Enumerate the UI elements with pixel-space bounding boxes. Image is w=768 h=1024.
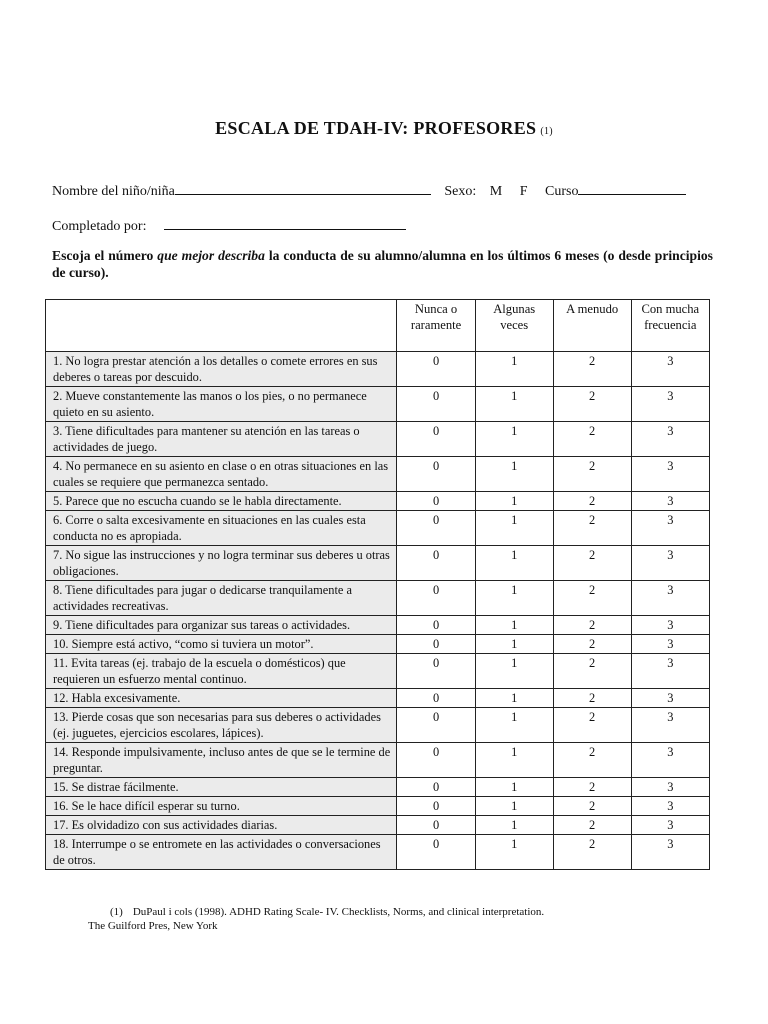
title-reference: (1)	[540, 126, 553, 137]
instructions-part2: la conducta de su alumno/alumna en los últimos 6 meses (o desde principios de curso).	[52, 248, 713, 280]
table-row	[46, 581, 710, 616]
score-option[interactable]: 2	[553, 387, 631, 422]
score-option[interactable]: 3	[631, 708, 709, 743]
item-text: 4. No permanece en su asiento en clase o en otras situaciones en las cuales se requiere que permanezca sentado.	[46, 457, 397, 492]
item-text: 16. Se le hace difícil esperar su turno.	[46, 797, 397, 816]
score-option[interactable]: 2	[553, 546, 631, 581]
score-option[interactable]: 0	[397, 816, 475, 835]
score-option[interactable]: 3	[631, 778, 709, 797]
completed-by-row	[52, 216, 406, 235]
table-row	[46, 797, 710, 816]
score-option[interactable]: 3	[631, 654, 709, 689]
completed-by-label: Completado por:	[52, 219, 147, 234]
score-option[interactable]: 3	[631, 422, 709, 457]
footnote-publisher: The Guilford Pres, New York	[88, 920, 218, 932]
score-option[interactable]: 3	[631, 797, 709, 816]
table-row	[46, 689, 710, 708]
score-option[interactable]: 0	[397, 492, 475, 511]
score-option[interactable]: 2	[553, 635, 631, 654]
table-header-row	[46, 300, 710, 352]
score-option[interactable]: 0	[397, 743, 475, 778]
table-row	[46, 778, 710, 797]
score-option[interactable]: 1	[475, 492, 553, 511]
score-option[interactable]: 1	[475, 616, 553, 635]
score-option[interactable]: 1	[475, 835, 553, 870]
score-option[interactable]: 0	[397, 689, 475, 708]
score-option[interactable]: 2	[553, 422, 631, 457]
score-option[interactable]: 2	[553, 511, 631, 546]
course-field[interactable]	[578, 181, 686, 195]
item-text: 3. Tiene dificultades para mantener su atención en las tareas o actividades de juego.	[46, 422, 397, 457]
column-header: Algunas veces	[475, 300, 553, 352]
score-option[interactable]: 1	[475, 352, 553, 387]
score-option[interactable]: 2	[553, 743, 631, 778]
score-option[interactable]: 1	[475, 778, 553, 797]
score-option[interactable]: 0	[397, 387, 475, 422]
table-row	[46, 654, 710, 689]
score-option[interactable]: 1	[475, 816, 553, 835]
score-option[interactable]: 0	[397, 352, 475, 387]
score-option[interactable]: 1	[475, 511, 553, 546]
score-option[interactable]: 1	[475, 654, 553, 689]
table-row	[46, 492, 710, 511]
item-text: 9. Tiene dificultades para organizar sus tareas o actividades.	[46, 616, 397, 635]
score-option[interactable]: 0	[397, 797, 475, 816]
sex-option-m[interactable]: M	[489, 184, 503, 199]
course-label: Curso	[545, 184, 579, 199]
score-option[interactable]: 2	[553, 352, 631, 387]
table-row	[46, 457, 710, 492]
footnote-citation: DuPaul i cols (1998). ADHD Rating Scale- IV. Checklists, Norms, and clinical interpretation.	[132, 906, 545, 918]
item-text: 14. Responde impulsivamente, incluso antes de que se le termine de preguntar.	[46, 743, 397, 778]
score-option[interactable]: 2	[553, 816, 631, 835]
table-row	[46, 511, 710, 546]
score-option[interactable]: 0	[397, 546, 475, 581]
item-text: 8. Tiene dificultades para jugar o dedicarse tranquilamente a actividades recreativas.	[46, 581, 397, 616]
score-option[interactable]: 0	[397, 708, 475, 743]
score-option[interactable]: 2	[553, 457, 631, 492]
table-row	[46, 835, 710, 870]
score-option[interactable]: 3	[631, 352, 709, 387]
score-option[interactable]: 0	[397, 635, 475, 654]
score-option[interactable]: 1	[475, 708, 553, 743]
score-option[interactable]: 1	[475, 797, 553, 816]
score-option[interactable]: 0	[397, 457, 475, 492]
score-option[interactable]: 1	[475, 743, 553, 778]
item-text: 15. Se distrae fácilmente.	[46, 778, 397, 797]
score-option[interactable]: 1	[475, 635, 553, 654]
score-option[interactable]: 3	[631, 387, 709, 422]
column-header: Con mucha frecuencia	[631, 300, 709, 352]
title-text: ESCALA DE TDAH-IV: PROFESORES	[215, 118, 537, 138]
score-option[interactable]: 2	[553, 835, 631, 870]
name-field[interactable]	[175, 181, 431, 195]
footnote-number: (1)	[110, 906, 123, 918]
score-option[interactable]: 0	[397, 616, 475, 635]
score-option[interactable]: 1	[475, 689, 553, 708]
score-option[interactable]: 3	[631, 492, 709, 511]
score-option[interactable]: 3	[631, 546, 709, 581]
score-option[interactable]: 3	[631, 635, 709, 654]
column-header: Nunca o raramente	[397, 300, 475, 352]
score-option[interactable]: 0	[397, 778, 475, 797]
score-option[interactable]: 2	[553, 708, 631, 743]
page-title	[0, 118, 768, 139]
score-option[interactable]: 3	[631, 835, 709, 870]
table-row	[46, 616, 710, 635]
completed-by-field[interactable]	[164, 216, 406, 230]
score-option[interactable]: 1	[475, 422, 553, 457]
score-option[interactable]: 0	[397, 511, 475, 546]
item-text: 5. Parece que no escucha cuando se le habla directamente.	[46, 492, 397, 511]
score-option[interactable]: 2	[553, 654, 631, 689]
instructions-emphasis: que mejor describa	[157, 248, 265, 263]
sex-label: Sexo:	[444, 184, 477, 199]
score-option[interactable]: 3	[631, 743, 709, 778]
table-row	[46, 743, 710, 778]
score-option[interactable]: 0	[397, 654, 475, 689]
score-option[interactable]: 0	[397, 581, 475, 616]
sex-option-f[interactable]: F	[519, 184, 528, 199]
score-option[interactable]: 3	[631, 511, 709, 546]
item-text: 11. Evita tareas (ej. trabajo de la escuela o domésticos) que requieren un esfuerzo mental continuo.	[46, 654, 397, 689]
score-option[interactable]: 2	[553, 492, 631, 511]
item-text: 17. Es olvidadizo con sus actividades diarias.	[46, 816, 397, 835]
column-header: A menudo	[553, 300, 631, 352]
child-info-row	[52, 181, 686, 200]
table-row	[46, 352, 710, 387]
score-option[interactable]: 3	[631, 616, 709, 635]
score-option[interactable]: 1	[475, 581, 553, 616]
header-blank-cell	[46, 300, 397, 352]
instructions	[52, 247, 713, 281]
table-row	[46, 422, 710, 457]
table-row	[46, 708, 710, 743]
score-option[interactable]: 2	[553, 689, 631, 708]
rating-scale-table	[45, 299, 710, 870]
item-text: 7. No sigue las instrucciones y no logra terminar sus deberes u otras obligaciones.	[46, 546, 397, 581]
score-option[interactable]: 3	[631, 689, 709, 708]
item-text: 10. Siempre está activo, “como si tuviera un motor”.	[46, 635, 397, 654]
score-option[interactable]: 1	[475, 387, 553, 422]
score-option[interactable]: 0	[397, 835, 475, 870]
instructions-part1: Escoja el número	[52, 248, 158, 263]
item-text: 1. No logra prestar atención a los detalles o comete errores en sus deberes o tareas por descuido.	[46, 352, 397, 387]
item-text: 18. Interrumpe o se entromete en las actividades o conversaciones de otros.	[46, 835, 397, 870]
score-option[interactable]: 2	[553, 581, 631, 616]
score-option[interactable]: 0	[397, 422, 475, 457]
score-option[interactable]: 2	[553, 616, 631, 635]
item-text: 12. Habla excesivamente.	[46, 689, 397, 708]
score-option[interactable]: 3	[631, 581, 709, 616]
score-option[interactable]: 2	[553, 797, 631, 816]
table-row	[46, 635, 710, 654]
item-text: 6. Corre o salta excesivamente en situaciones en las cuales esta conducta no es apropiada.	[46, 511, 397, 546]
score-option[interactable]: 3	[631, 816, 709, 835]
item-text: 13. Pierde cosas que son necesarias para sus deberes o actividades (ej. juguetes, ejercicios escolares, lápices).	[46, 708, 397, 743]
score-option[interactable]: 1	[475, 457, 553, 492]
table-row	[46, 387, 710, 422]
item-text: 2. Mueve constantemente las manos o los pies, o no permanece quieto en su asiento.	[46, 387, 397, 422]
table-row	[46, 546, 710, 581]
footnote	[88, 905, 544, 933]
score-option[interactable]: 1	[475, 546, 553, 581]
score-option[interactable]: 3	[631, 457, 709, 492]
name-label: Nombre del niño/niña	[52, 184, 175, 199]
table-row	[46, 816, 710, 835]
score-option[interactable]: 2	[553, 778, 631, 797]
